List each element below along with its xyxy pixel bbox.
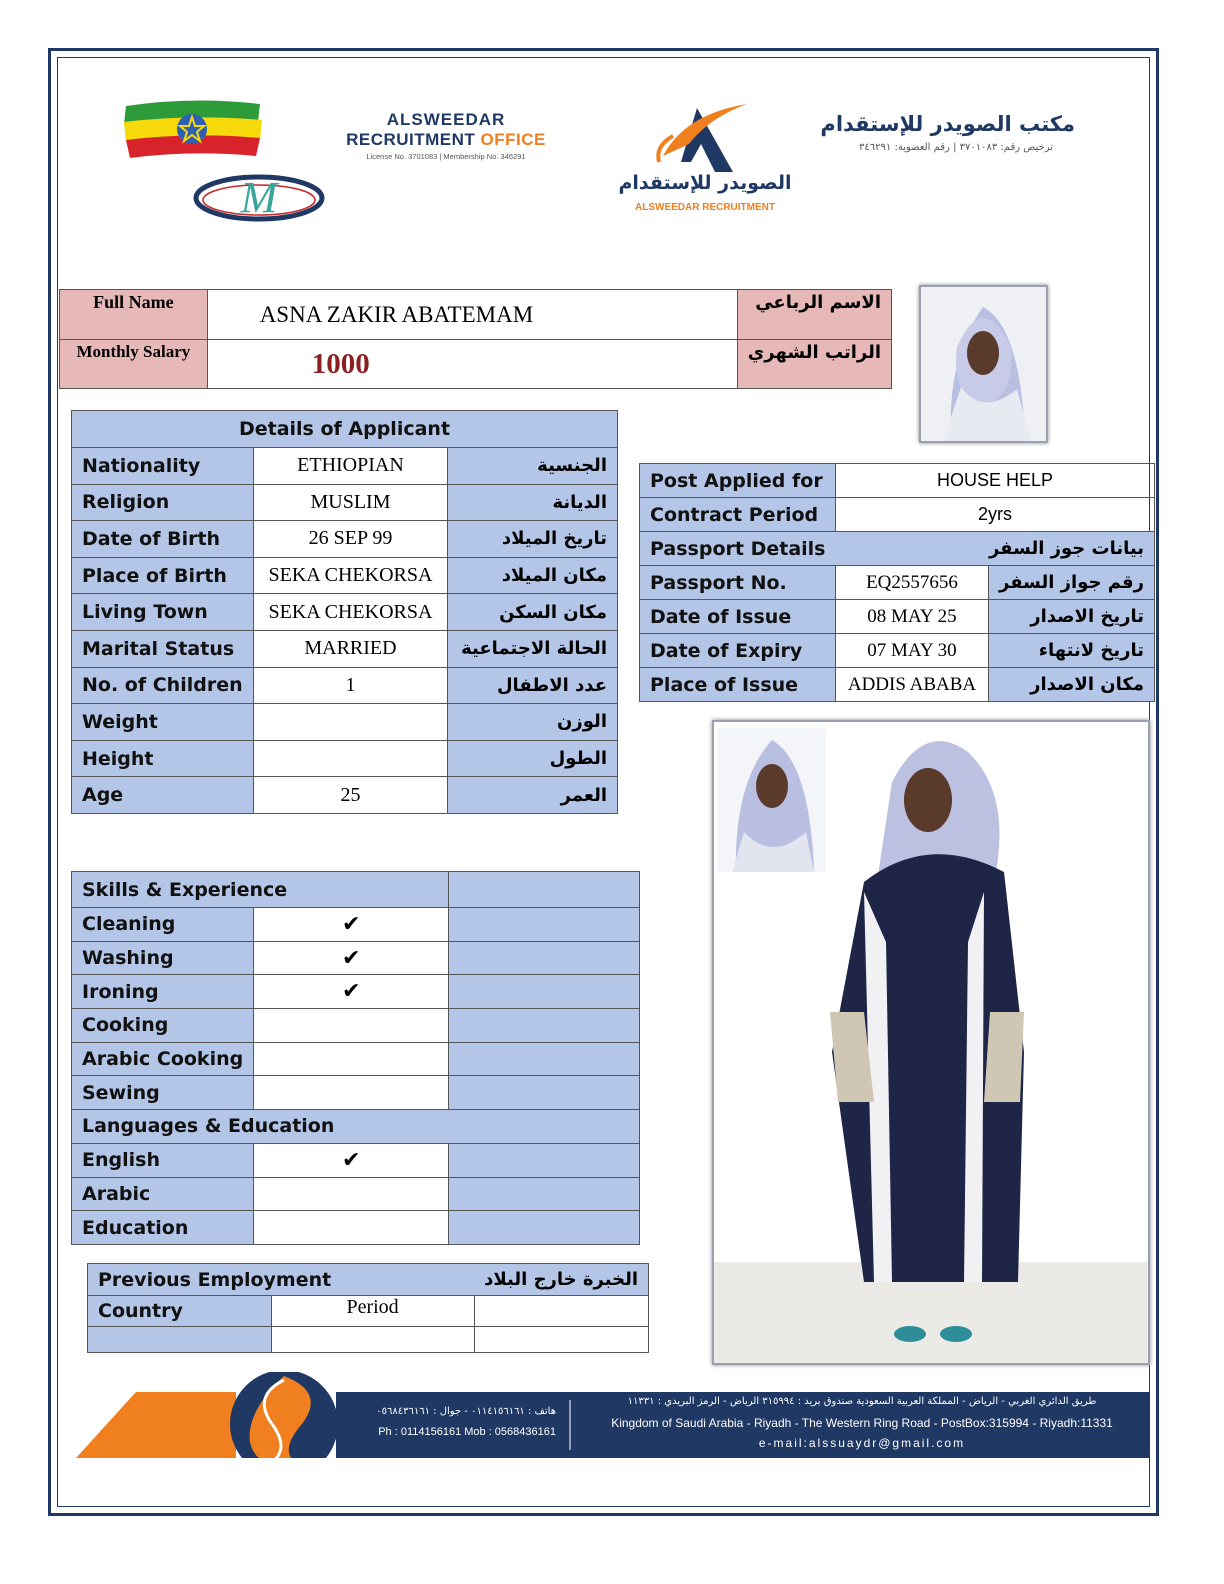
footer-address-en: Kingdom of Saudi Arabia - Riyadh - The Western Ring Road - PostBox:315994 - Riyadh:11331 bbox=[611, 1416, 1113, 1430]
skill-label: Washing bbox=[72, 941, 254, 975]
skill-label: Arabic Cooking bbox=[72, 1042, 254, 1076]
license-line: License No. 3701083 | Membership No. 346291 bbox=[366, 152, 526, 161]
skill-label: Ironing bbox=[72, 975, 254, 1009]
skill-row bbox=[72, 908, 640, 942]
details-row-label: Marital Status bbox=[72, 630, 254, 667]
details-row bbox=[72, 667, 618, 704]
passport-row-value: 07 MAY 30 bbox=[835, 634, 988, 668]
skill-row bbox=[72, 1009, 640, 1043]
previous-extra-cell bbox=[474, 1327, 648, 1353]
contract-label: Contract Period bbox=[640, 498, 836, 532]
skill-row bbox=[72, 975, 640, 1009]
details-row-label: Place of Birth bbox=[72, 557, 254, 594]
skill-extra-cell bbox=[449, 1076, 640, 1110]
skill-extra-cell bbox=[449, 1177, 640, 1211]
skills-title-empty bbox=[449, 872, 640, 908]
skill-extra-cell bbox=[449, 908, 640, 942]
salary-value: 1000 bbox=[207, 340, 737, 389]
center-logo bbox=[615, 100, 795, 220]
languages-title: Languages & Education bbox=[72, 1110, 640, 1144]
previous-employment-table bbox=[87, 1263, 649, 1353]
name-salary-table bbox=[59, 289, 892, 389]
salary-row bbox=[60, 340, 892, 389]
details-row-label: No. of Children bbox=[72, 667, 254, 704]
period-label: Period bbox=[271, 1296, 474, 1327]
details-row bbox=[72, 777, 618, 814]
skill-extra-cell bbox=[449, 1009, 640, 1043]
passport-row-ar: مكان الاصدار bbox=[989, 668, 1155, 702]
details-row-value bbox=[253, 704, 448, 741]
passport-row bbox=[640, 566, 1155, 600]
skill-row bbox=[72, 941, 640, 975]
details-row-ar: الحالة الاجتماعية bbox=[448, 630, 618, 667]
details-row-ar: الطول bbox=[448, 740, 618, 777]
contract-value: 2yrs bbox=[835, 498, 1154, 532]
full-name-value: ASNA ZAKIR ABATEMAM bbox=[207, 290, 737, 340]
passport-row bbox=[640, 600, 1155, 634]
footer-email: e-mail:alssuaydr@gmail.com bbox=[758, 1436, 966, 1450]
skills-title: Skills & Experience bbox=[72, 872, 449, 908]
details-row-ar: تاريخ الميلاد bbox=[448, 521, 618, 558]
details-row-label: Date of Birth bbox=[72, 521, 254, 558]
skill-extra-cell bbox=[449, 1042, 640, 1076]
post-passport-table bbox=[639, 463, 1155, 702]
country-label: Country bbox=[88, 1296, 272, 1327]
skill-label: Arabic bbox=[72, 1177, 254, 1211]
passport-row bbox=[640, 634, 1155, 668]
portrait-icon bbox=[921, 287, 1046, 441]
details-row-label: Living Town bbox=[72, 594, 254, 631]
skill-check: ✔ bbox=[254, 1143, 449, 1177]
skill-label: Education bbox=[72, 1211, 254, 1245]
previous-title-ar: الخبرة خارج البلاد bbox=[474, 1264, 648, 1296]
details-row-label: Height bbox=[72, 740, 254, 777]
company-en-line1: ALSWEEDAR bbox=[386, 110, 506, 129]
details-row bbox=[72, 594, 618, 631]
details-row-value: 26 SEP 99 bbox=[253, 521, 448, 558]
passport-title-ar: بيانات جوز السفر bbox=[835, 532, 1154, 566]
footer-banner bbox=[76, 1372, 1149, 1458]
passport-row-ar: رقم جواز السفر bbox=[989, 566, 1155, 600]
a-logo-icon bbox=[615, 100, 795, 182]
details-row-value: ETHIOPIAN bbox=[253, 448, 448, 485]
details-row bbox=[72, 448, 618, 485]
details-row bbox=[72, 557, 618, 594]
details-row-ar: مكان الميلاد bbox=[448, 557, 618, 594]
details-row-value: SEKA CHEKORSA bbox=[253, 594, 448, 631]
applicant-photo-full bbox=[712, 720, 1150, 1365]
m-logo-icon bbox=[192, 170, 326, 226]
applicant-photo-small bbox=[919, 285, 1048, 443]
details-row-value: MARRIED bbox=[253, 630, 448, 667]
details-row-value: MUSLIM bbox=[253, 484, 448, 521]
details-row-value bbox=[253, 740, 448, 777]
passport-title: Passport Details bbox=[640, 532, 836, 566]
previous-title: Previous Employment bbox=[88, 1264, 475, 1296]
skill-check: ✔ bbox=[254, 975, 449, 1009]
skill-label: Cooking bbox=[72, 1009, 254, 1043]
company-en-office: OFFICE bbox=[480, 130, 546, 149]
skill-extra-cell bbox=[449, 941, 640, 975]
details-row-value: SEKA CHEKORSA bbox=[253, 557, 448, 594]
skill-row bbox=[72, 1177, 640, 1211]
details-row-ar: الديانة bbox=[448, 484, 618, 521]
details-table bbox=[71, 410, 618, 814]
skill-extra-cell bbox=[449, 975, 640, 1009]
right-title-ar: مكتب الصويدر للإستقدام bbox=[820, 112, 1075, 136]
skill-check bbox=[254, 1009, 449, 1043]
footer-phone-en: Ph : 0114156161 Mob : 0568436161 bbox=[378, 1426, 556, 1438]
full-name-row bbox=[60, 290, 892, 340]
company-en-recruitment: RECRUITMENT bbox=[346, 130, 476, 149]
skill-extra-cell bbox=[449, 1211, 640, 1245]
skill-row bbox=[72, 1143, 640, 1177]
skill-row bbox=[72, 1076, 640, 1110]
details-row-ar: عدد الاطفال bbox=[448, 667, 618, 704]
passport-row-value: 08 MAY 25 bbox=[835, 600, 988, 634]
skill-check: ✔ bbox=[254, 941, 449, 975]
previous-title-row bbox=[88, 1264, 649, 1296]
skill-check bbox=[254, 1042, 449, 1076]
skill-check bbox=[254, 1177, 449, 1211]
details-row bbox=[72, 740, 618, 777]
center-logo-en: ALSWEEDAR RECRUITMENT bbox=[635, 202, 775, 213]
details-row-label: Age bbox=[72, 777, 254, 814]
full-body-portrait-icon bbox=[714, 722, 1148, 1363]
skill-row bbox=[72, 1211, 640, 1245]
previous-country-cell bbox=[88, 1327, 272, 1353]
company-en-block bbox=[336, 110, 556, 161]
details-row-value: 25 bbox=[253, 777, 448, 814]
right-title-block bbox=[820, 112, 1075, 153]
passport-row-ar: تاريخ الاصدار bbox=[989, 600, 1155, 634]
passport-row-ar: تاريخ لانتهاء bbox=[989, 634, 1155, 668]
skill-check: ✔ bbox=[254, 908, 449, 942]
previous-data-row bbox=[88, 1327, 649, 1353]
details-row-ar: الوزن bbox=[448, 704, 618, 741]
center-logo-ar: الصويدر للإستقدام bbox=[618, 172, 792, 194]
details-row-ar: العمر bbox=[448, 777, 618, 814]
skill-check bbox=[254, 1211, 449, 1245]
languages-title-row bbox=[72, 1110, 640, 1144]
footer-address-ar: طريق الدائري الغربي - الرياض - المملكة العربية السعودية صندوق بريد : ٣١٥٩٩٤ الرياض - الرمز البريدي : ١١٣٣١ bbox=[627, 1396, 1097, 1407]
footer-phone-ar: هاتف : ٠١١٤١٥٦١٦١ - جوال : ٠٥٦٨٤٣٦١٦١ bbox=[376, 1406, 556, 1417]
details-row-value: 1 bbox=[253, 667, 448, 704]
previous-period-cell bbox=[271, 1327, 474, 1353]
full-name-label: Full Name bbox=[60, 290, 208, 340]
skill-check bbox=[254, 1076, 449, 1110]
skill-label: Sewing bbox=[72, 1076, 254, 1110]
post-value: HOUSE HELP bbox=[835, 464, 1154, 498]
details-row-ar: مكان السكن bbox=[448, 594, 618, 631]
details-row-label: Nationality bbox=[72, 448, 254, 485]
details-row bbox=[72, 484, 618, 521]
passport-row-value: ADDIS ABABA bbox=[835, 668, 988, 702]
passport-row-label: Place of Issue bbox=[640, 668, 836, 702]
details-row-ar: الجنسية bbox=[448, 448, 618, 485]
details-row bbox=[72, 704, 618, 741]
skills-table bbox=[71, 871, 640, 1245]
skill-extra-cell bbox=[449, 1143, 640, 1177]
m-logo-letter: M bbox=[240, 173, 278, 222]
skill-label: English bbox=[72, 1143, 254, 1177]
post-row bbox=[640, 464, 1155, 498]
previous-header-row bbox=[88, 1296, 649, 1327]
passport-row-value: EQ2557656 bbox=[835, 566, 988, 600]
right-sub-ar: ترخيص رقم: ٣٧٠١٠٨٣ | رقم العضوية: ٣٤٦٢٩١ bbox=[859, 142, 1053, 153]
skill-label: Cleaning bbox=[72, 908, 254, 942]
details-row-label: Weight bbox=[72, 704, 254, 741]
salary-ar: الراتب الشهري bbox=[737, 340, 891, 389]
previous-empty-cell bbox=[474, 1296, 648, 1327]
details-title: Details of Applicant bbox=[72, 411, 618, 448]
full-name-ar: الاسم الرباعي bbox=[737, 290, 891, 340]
ethiopia-flag-icon bbox=[122, 98, 264, 160]
company-en-line2 bbox=[336, 130, 556, 150]
passport-row-label: Passport No. bbox=[640, 566, 836, 600]
passport-title-row bbox=[640, 532, 1155, 566]
post-label: Post Applied for bbox=[640, 464, 836, 498]
salary-label: Monthly Salary bbox=[60, 340, 208, 389]
passport-row-label: Date of Expiry bbox=[640, 634, 836, 668]
contract-row bbox=[640, 498, 1155, 532]
details-row bbox=[72, 521, 618, 558]
details-row-label: Religion bbox=[72, 484, 254, 521]
passport-row bbox=[640, 668, 1155, 702]
passport-row-label: Date of Issue bbox=[640, 600, 836, 634]
details-row bbox=[72, 630, 618, 667]
skill-row bbox=[72, 1042, 640, 1076]
